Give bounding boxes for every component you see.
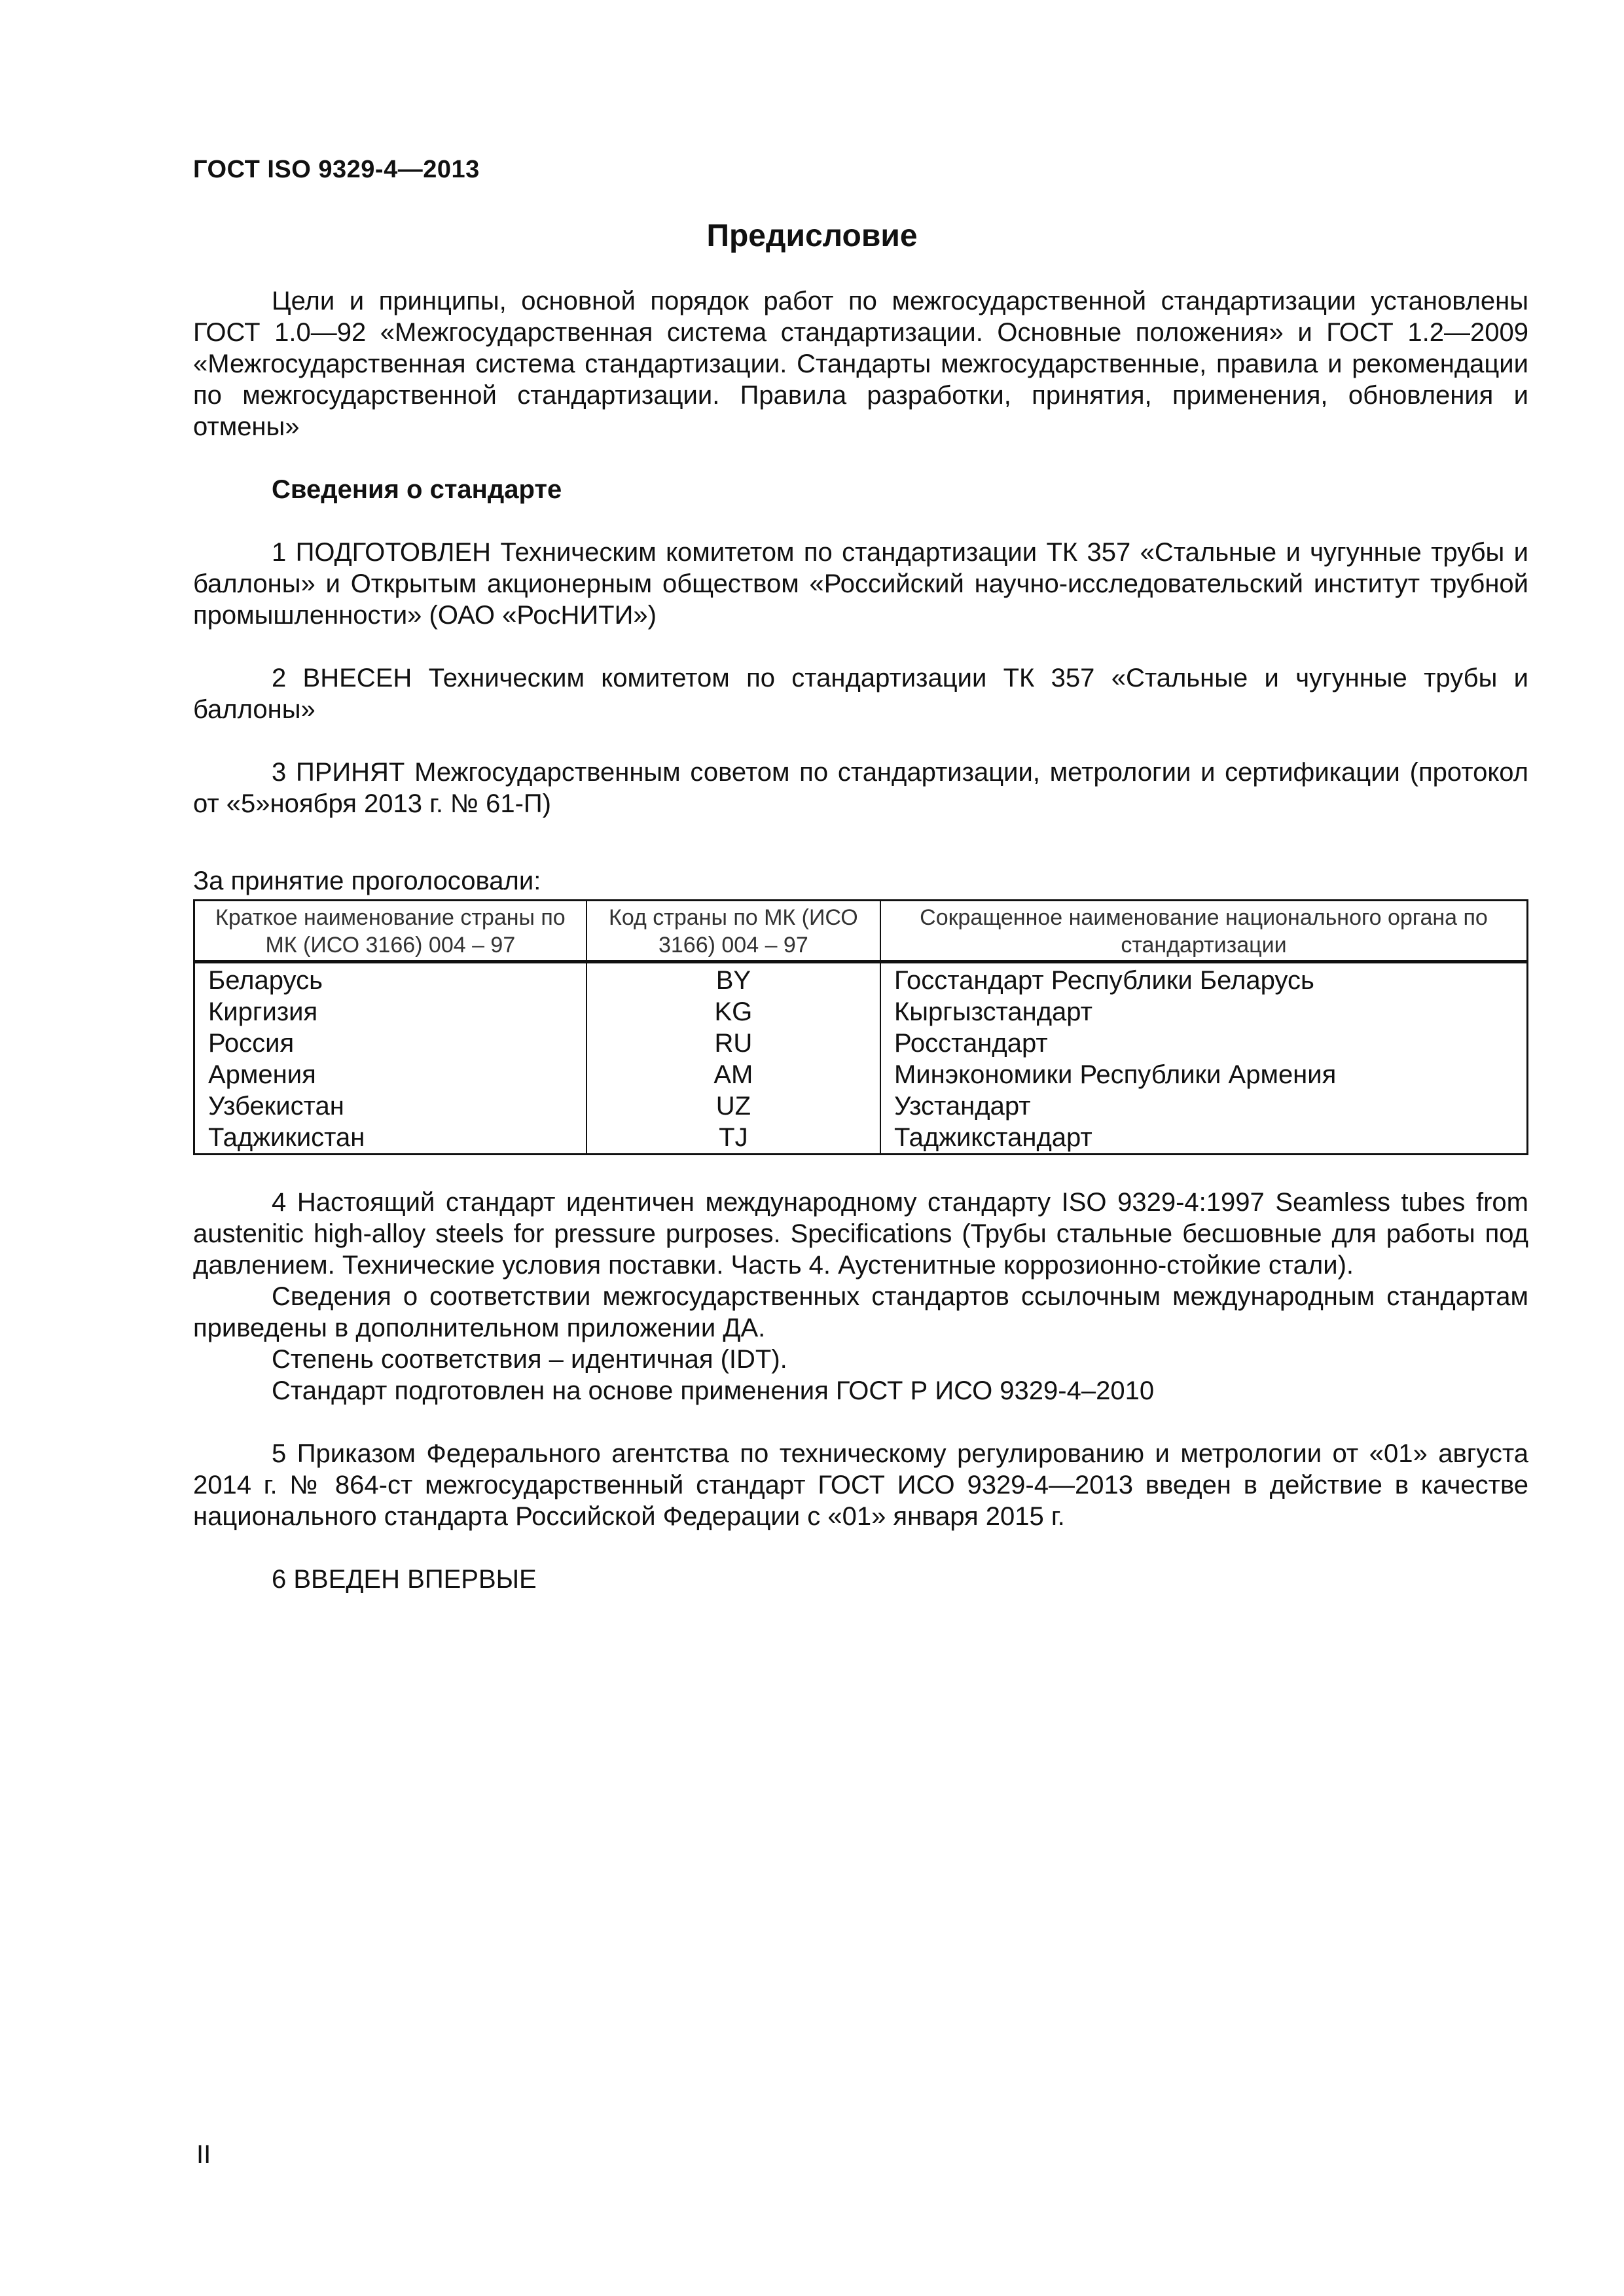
voted-label: За принятие проголосовали: <box>193 867 541 895</box>
paragraph-2: 2 ВНЕСЕН Техническим комитетом по стандартизации ТК 357 «Стальные и чугунные трубы и баллоны» <box>193 664 1528 724</box>
country-code: BY <box>586 962 880 997</box>
paragraph-1: 1 ПОДГОТОВЛЕН Техническим комитетом по стандартизации ТК 357 «Стальные и чугунные трубы и баллоны» и Открытым акционерным обществом «Российский научно-исследовательский институт трубной промышленности» (ОАО «РосНИТИ») <box>193 538 1528 630</box>
page-title: Предисловие <box>706 219 918 253</box>
country-name: Киргизия <box>194 996 586 1028</box>
table-row <box>194 1028 1528 1059</box>
standard-code-header: ГОСТ ISO 9329-4—2013 <box>193 156 480 183</box>
header-country-name: Краткое наименование страны по МК (ИСО 3166) 004 – 97 <box>194 901 586 962</box>
paragraph-5: 5 Приказом Федерального агентства по техническому регулированию и метрологии от «01» августа 2014 г. № 864-ст межгосударственный стандарт ГОСТ ИСО 9329-4—2013 введен в действие в качестве национального стандарта Российской Федерации с «01» января 2015 г. <box>193 1439 1528 1531</box>
paragraph-6: 6 ВВЕДЕН ВПЕРВЫЕ <box>272 1565 537 1594</box>
header-national-body: Сокращенное наименование национального органа по стандартизации <box>880 901 1528 962</box>
table-row <box>194 1122 1528 1155</box>
national-body: Росстандарт <box>880 1028 1528 1059</box>
paragraph-3: 3 ПРИНЯТ Межгосударственным советом по стандартизации, метрологии и сертификации (протокол от «5»ноября 2013 г. № 61-П) <box>193 758 1528 818</box>
intro-paragraph: Цели и принципы, основной порядок работ по межгосударственной стандартизации установлены ГОСТ 1.0—92 «Межгосударственная система стандартизации. Основные положения» и ГОСТ 1.2—2009 «Межгосударственная система стандартизации. Стандарты межгосударственные, правила и рекомендации по межгосударственной стандартизации. Правила разработки, принятия, применения, обновления и отмены» <box>193 287 1528 441</box>
paragraph-4-basis: Стандарт подготовлен на основе применения ГОСТ Р ИСО 9329-4–2010 <box>272 1376 1155 1405</box>
document-body <box>193 285 1528 1595</box>
national-body: Минэкономики Республики Армения <box>880 1059 1528 1090</box>
national-body: Кыргызстандарт <box>880 996 1528 1028</box>
national-body: Узстандарт <box>880 1090 1528 1122</box>
national-body: Таджикстандарт <box>880 1122 1528 1155</box>
page-number: II <box>196 2140 211 2169</box>
table-header-row <box>194 901 1528 962</box>
table-row <box>194 996 1528 1028</box>
country-name: Россия <box>194 1028 586 1059</box>
paragraph-4-degree: Степень соответствия – идентичная (IDT). <box>272 1345 787 1374</box>
info-heading: Сведения о стандарте <box>272 475 562 504</box>
country-name: Беларусь <box>194 962 586 997</box>
country-code: RU <box>586 1028 880 1059</box>
country-name: Таджикистан <box>194 1122 586 1155</box>
table-row <box>194 1059 1528 1090</box>
country-code: AM <box>586 1059 880 1090</box>
header-country-code: Код страны по МК (ИСО 3166) 004 – 97 <box>586 901 880 962</box>
country-name: Армения <box>194 1059 586 1090</box>
voting-countries-table <box>193 899 1528 1155</box>
national-body: Госстандарт Республики Беларусь <box>880 962 1528 997</box>
country-code: KG <box>586 996 880 1028</box>
paragraph-4: 4 Настоящий стандарт идентичен международному стандарту ISO 9329-4:1997 Seamless tubes from austenitic high-alloy steels for pressure purposes. Specifications (Трубы стальные бесшовные для работы под давлением. Технические условия поставки. Часть 4. Аустенитные коррозионно-стойкие стали). <box>193 1188 1528 1280</box>
paragraph-4-references: Сведения о соответствии межгосударственных стандартов ссылочным международным стандартам приведены в дополнительном приложении ДА. <box>193 1282 1528 1342</box>
country-code: UZ <box>586 1090 880 1122</box>
country-name: Узбекистан <box>194 1090 586 1122</box>
table-row <box>194 1090 1528 1122</box>
table-row <box>194 962 1528 997</box>
country-code: TJ <box>586 1122 880 1155</box>
